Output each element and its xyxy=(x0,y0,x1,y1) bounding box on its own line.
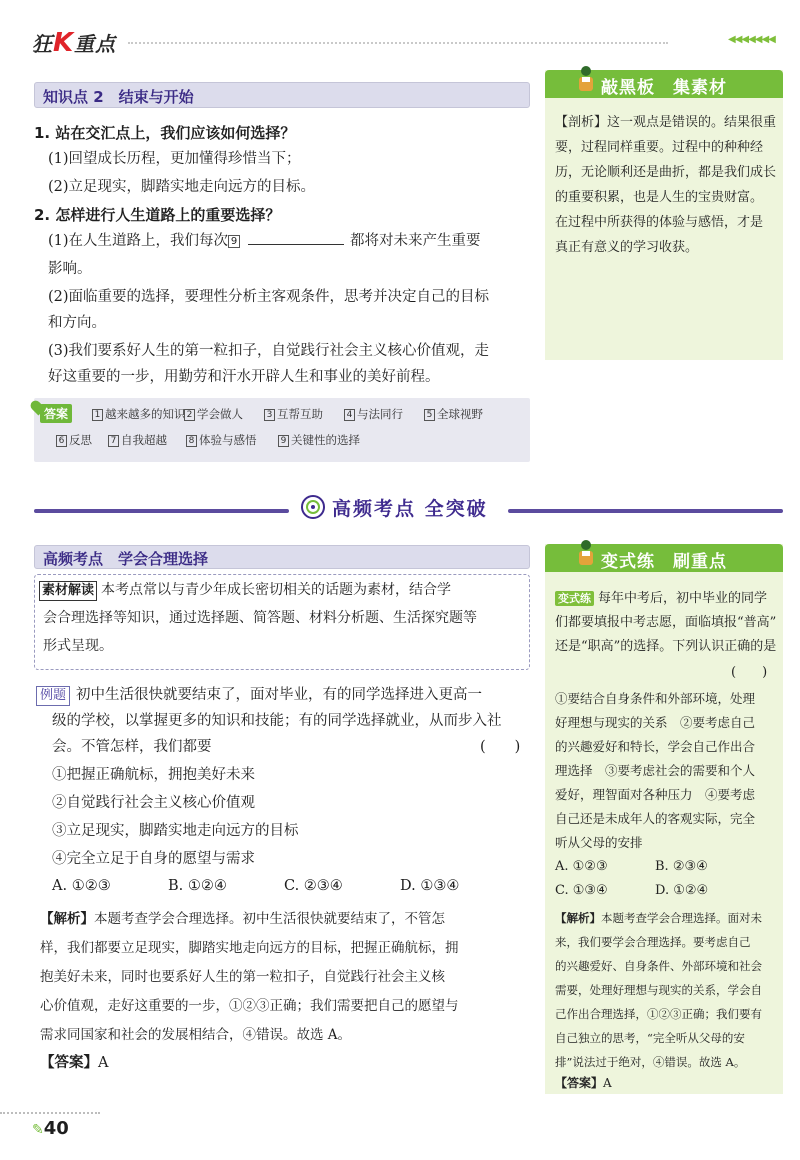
material-tag: 素材解读 xyxy=(39,581,97,601)
variant-option-d: D. ①②④ xyxy=(655,883,709,898)
answer-box xyxy=(34,398,530,462)
variant-item-line: 爱好，理智面对各种压力 ④要考虑 xyxy=(555,787,756,802)
answer-number: 9 xyxy=(278,435,289,447)
analysis-line: 抱美好未来，同时也要系好人生的第一粒扣子，自觉践行社会主义核 xyxy=(40,969,445,985)
material-line-1-text: 本考点常以与青少年成长密切相关的话题为素材，结合学 xyxy=(101,582,452,598)
example-item: ①把握正确航标，拥抱美好未来 xyxy=(52,767,255,783)
option-b: B. ①②④ xyxy=(168,878,227,894)
example-answer xyxy=(40,1050,108,1076)
answer-number: 2 xyxy=(184,409,195,421)
answer-number: 6 xyxy=(56,435,67,447)
variant-question-line: 还是“职高”的选择。下列认识正确的是 xyxy=(555,639,777,654)
blackboard-line: 【剖析】这一观点是错误的。结果很重 xyxy=(555,115,777,130)
q2-answer-2-line2: 和方向。 xyxy=(48,315,106,331)
q2-answer-1-post: 都将对未来产生重要 xyxy=(350,233,481,249)
variant-question-line xyxy=(555,586,767,611)
answer-text: 自我超越 xyxy=(121,433,167,447)
exam-title-bar xyxy=(34,545,530,569)
blackboard-panel xyxy=(545,70,783,360)
variant-paren: ( ) xyxy=(731,665,768,680)
variant-item-line: ①要结合自身条件和外部环境，处理 xyxy=(555,691,756,706)
variant-tag: 变式练 xyxy=(555,591,594,606)
section-banner: 高频考点 全突破 xyxy=(332,498,488,520)
footer-divider xyxy=(0,1112,100,1114)
option-c: C. ②③④ xyxy=(284,878,343,894)
header-arrows-icon: ◀◀◀◀◀◀◀ xyxy=(728,34,775,45)
knowledge-title-bar xyxy=(34,82,530,108)
analysis-line: 样，我们都要立足现实，脚踏实地走向远方的目标，把握正确航标，拥 xyxy=(40,940,459,956)
variant-analysis-label: 【解析】 xyxy=(555,911,601,925)
material-line-3: 形式呈现。 xyxy=(43,638,113,654)
variant-analysis-line: 排”说法过于绝对，④错误。故选 A。 xyxy=(555,1055,746,1069)
answer-text: 反思 xyxy=(69,433,92,447)
answer-label: 答案 xyxy=(40,404,72,423)
blackboard-line: 真正有意义的学习收获。 xyxy=(555,240,699,255)
banner-line-left xyxy=(34,509,289,513)
answer-number: 8 xyxy=(186,435,197,447)
answer-item xyxy=(186,432,257,448)
material-line-2: 会合理选择等知识，通过选择题、简答题、材料分析题、生活探究题等 xyxy=(43,610,477,626)
answer-item xyxy=(264,406,323,422)
q2-answer-3-line2: 好这重要的一步，用勤劳和汗水开辟人生和事业的美好前程。 xyxy=(48,369,440,385)
q2-answer-1 xyxy=(48,228,481,254)
exam-title: 高频考点 学会合理选择 xyxy=(43,550,209,568)
example-tag: 例题 xyxy=(36,686,70,706)
variant-item-line: 的兴趣爱好和特长，学会自己作出合 xyxy=(555,739,756,754)
answer-item xyxy=(278,432,360,448)
answer-text: 关键性的选择 xyxy=(291,433,360,447)
variant-answer-value: A xyxy=(603,1076,612,1090)
answer-item xyxy=(344,406,403,422)
example-answer-label: 【答案】 xyxy=(40,1055,98,1071)
answer-item xyxy=(56,432,92,448)
variant-item-line: 听从父母的安排 xyxy=(555,835,643,850)
brand-logo: 狂K重点 xyxy=(32,28,117,58)
material-box xyxy=(34,574,530,670)
pen-icon: ✎ xyxy=(32,1122,44,1138)
knowledge-title: 知识点 2 结束与开始 xyxy=(43,88,194,106)
variant-item-line: 理选择 ③要考虑社会的需要和个人 xyxy=(555,763,756,778)
blackboard-line: 在过程中所获得的体验与感悟，才是 xyxy=(555,215,764,230)
example-item: ④完全立足于自身的愿望与需求 xyxy=(52,851,255,867)
teacher-icon-2 xyxy=(575,538,597,568)
example-options xyxy=(52,878,516,894)
variant-analysis-line: 来，我们要学会合理选择。要考虑自己 xyxy=(555,935,751,949)
answer-text: 全球视野 xyxy=(437,407,483,421)
blackboard-title: 敲黑板 集素材 xyxy=(601,78,727,98)
variant-analysis-line: 己作出合理选择，①②③正确；我们要有 xyxy=(555,1007,762,1021)
answer-text: 体验与感悟 xyxy=(199,433,257,447)
answer-item xyxy=(184,406,243,422)
page-number xyxy=(32,1118,69,1139)
answer-item xyxy=(92,406,186,422)
header-divider xyxy=(128,42,668,44)
variant-option-b: B. ②③④ xyxy=(655,859,708,874)
answer-text: 互帮互助 xyxy=(277,407,323,421)
variant-panel xyxy=(545,544,783,1094)
q2-answer-3-line1: (3)我们要系好人生的第一粒扣子，自觉践行社会主义核心价值观，走 xyxy=(48,343,490,359)
q1-answer-1: (1)回望成长历程，更加懂得珍惜当下； xyxy=(48,151,301,167)
blackboard-line: 要，过程同样重要。过程中的种种经 xyxy=(555,140,764,155)
example-paren: ( ) xyxy=(480,739,521,755)
q2-answer-2-line1: (2)面临重要的选择，要理性分析主客观条件，思考并决定自己的目标 xyxy=(48,289,490,305)
answer-item xyxy=(424,406,483,422)
example-line-1 xyxy=(36,682,482,708)
variant-item-line: 好理想与现实的关系 ②要考虑自己 xyxy=(555,715,756,730)
answer-text: 越来越多的知识 xyxy=(105,407,186,421)
question-2: 2. 怎样进行人生道路上的重要选择？ xyxy=(34,206,281,224)
material-line-1 xyxy=(39,577,451,603)
variant-analysis-line: 需要，处理好理想与现实的关系，学会自 xyxy=(555,983,762,997)
blank-number: 9 xyxy=(228,235,240,248)
target-icon xyxy=(300,494,326,520)
analysis-label: 【解析】 xyxy=(40,911,94,927)
analysis-line: 心价值观，走好这重要的一步，①②③正确；我们需要把自己的愿望与 xyxy=(40,998,459,1014)
question-1: 1. 站在交汇点上，我们应该如何选择？ xyxy=(34,124,296,142)
variant-question-text: 每年中考后，初中毕业的同学 xyxy=(598,591,768,606)
variant-analysis-text: 本题考查学会合理选择。面对未 xyxy=(601,911,762,925)
blackboard-line: 的重要积累，也是人生的宝贵财富。 xyxy=(555,190,764,205)
banner-line-right xyxy=(508,509,783,513)
example-line-1-text: 初中生活很快就要结束了，面对毕业，有的同学选择进入更高一 xyxy=(76,687,483,703)
variant-analysis-line xyxy=(555,906,762,930)
blackboard-line: 历，无论顺利还是曲折，都是我们成长 xyxy=(555,165,777,180)
example-item: ③立足现实，脚踏实地走向远方的目标 xyxy=(52,823,299,839)
variant-answer-label: 【答案】 xyxy=(555,1076,604,1090)
fill-blank xyxy=(248,231,344,245)
analysis-line xyxy=(40,906,445,932)
variant-title: 变式练 刷重点 xyxy=(601,552,727,572)
variant-option-a: A. ①②③ xyxy=(555,859,608,874)
analysis-line: 需求同国家和社会的发展相结合，④错误。故选 A。 xyxy=(40,1027,352,1043)
blackboard-header xyxy=(545,70,783,98)
example-line-3: 会。不管怎样，我们都要 xyxy=(52,739,212,755)
answer-number: 5 xyxy=(424,409,435,421)
variant-item-line: 自己还是未成年人的客观实际，完全 xyxy=(555,811,756,826)
answer-number: 3 xyxy=(264,409,275,421)
variant-answer xyxy=(555,1074,612,1092)
analysis-text: 本题考查学会合理选择。初中生活很快就要结束了，不管怎 xyxy=(94,911,445,927)
page-number-text: 40 xyxy=(43,1118,69,1139)
knowledge-box xyxy=(34,78,532,463)
teacher-icon xyxy=(575,64,597,94)
option-a: A. ①②③ xyxy=(52,878,111,894)
variant-header xyxy=(545,544,783,572)
q2-answer-1-pre: (1)在人生道路上，我们每次 xyxy=(48,233,229,249)
answer-text: 与法同行 xyxy=(357,407,403,421)
variant-analysis-line: 自己独立的思考，“完全听从父母的安 xyxy=(555,1031,745,1045)
q1-answer-2: (2)立足现实，脚踏实地走向远方的目标。 xyxy=(48,179,316,195)
variant-analysis-line: 的兴趣爱好、自身条件、外部环境和社会 xyxy=(555,959,762,973)
answer-number: 1 xyxy=(92,409,103,421)
answer-number: 4 xyxy=(344,409,355,421)
option-d: D. ①③④ xyxy=(400,878,460,894)
q2-answer-1-line2: 影响。 xyxy=(48,261,92,277)
example-item: ②自觉践行社会主义核心价值观 xyxy=(52,795,255,811)
answer-number: 7 xyxy=(108,435,119,447)
answer-text: 学会做人 xyxy=(197,407,243,421)
answer-item xyxy=(108,432,167,448)
example-answer-value: A xyxy=(98,1055,109,1071)
example-line-2: 级的学校，以掌握更多的知识和技能；有的同学选择就业，从而步入社 xyxy=(52,713,502,729)
variant-question-line: 们都要填报中考志愿，面临填报“普高” xyxy=(555,615,777,630)
variant-option-c: C. ①③④ xyxy=(555,883,608,898)
